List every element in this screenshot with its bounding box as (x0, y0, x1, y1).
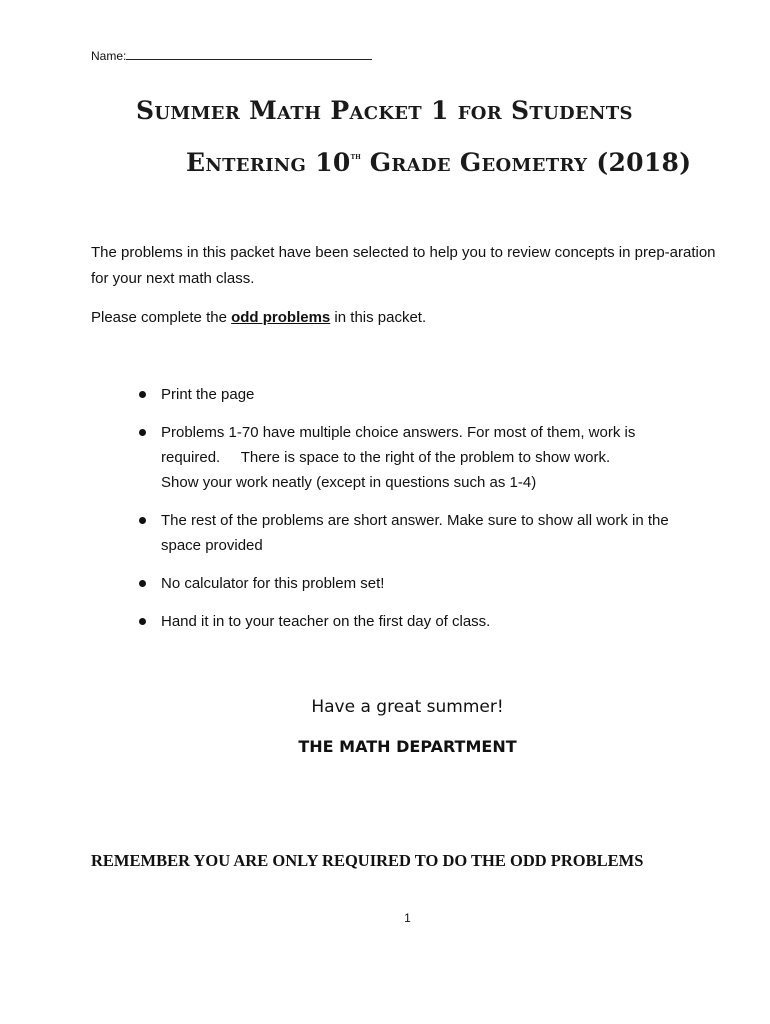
bullet-icon (139, 391, 146, 398)
title-line-2-suffix: Grade Geometry (2018) (360, 148, 692, 177)
bullet-icon (139, 580, 146, 587)
page-number: 1 (404, 911, 411, 925)
intro-paragraph: The problems in this packet have been selected to help you to review concepts in prep-aration for your next math class. (91, 244, 716, 287)
name-field (91, 48, 372, 63)
list-item (137, 508, 737, 558)
title-line-2-prefix: Entering 10 (186, 148, 351, 177)
odd-problems-reminder: REMEMBER YOU ARE ONLY REQUIRED TO DO THE ODD PROBLEMS (91, 851, 644, 870)
instruction-suffix: in this packet. (330, 309, 427, 326)
list-item (137, 382, 737, 407)
list-item-text: No calculator for this problem set! (161, 575, 385, 592)
list-item-text: required. There is space to the right of the problem to show work. (161, 449, 611, 466)
title-line-2 (186, 148, 691, 177)
title-line-1: Summer Math Packet 1 for Students (136, 96, 633, 125)
list-item-text: space provided (161, 537, 263, 554)
instruction-prefix: Please complete the (91, 309, 232, 326)
list-item-text: The rest of the problems are short answer. Make sure to show all work in the (161, 512, 669, 529)
list-item-text: Problems 1-70 have multiple choice answers. For most of them, work is (161, 424, 636, 441)
list-item-text: Show your work neatly (except in questions such as 1-4) (161, 474, 537, 491)
title-ordinal-suffix: th (350, 152, 361, 162)
list-item-text: Hand it in to your teacher on the first day of class. (161, 613, 491, 630)
name-label: Name: (91, 49, 127, 63)
bullet-icon (139, 517, 146, 524)
closing-greeting: Have a great summer! (311, 697, 504, 717)
bullet-icon (139, 429, 146, 436)
closing-signature: THE MATH DEPARTMENT (298, 737, 517, 756)
name-blank-line[interactable] (126, 48, 372, 60)
list-item-text: Print the page (161, 386, 255, 403)
odd-problems-instruction (91, 305, 731, 331)
list-item (137, 571, 737, 596)
odd-problems-emphasis: odd problems (231, 309, 331, 326)
list-item (137, 609, 737, 634)
bullet-icon (139, 618, 146, 625)
list-item (137, 420, 737, 495)
instructions-list (137, 382, 737, 647)
